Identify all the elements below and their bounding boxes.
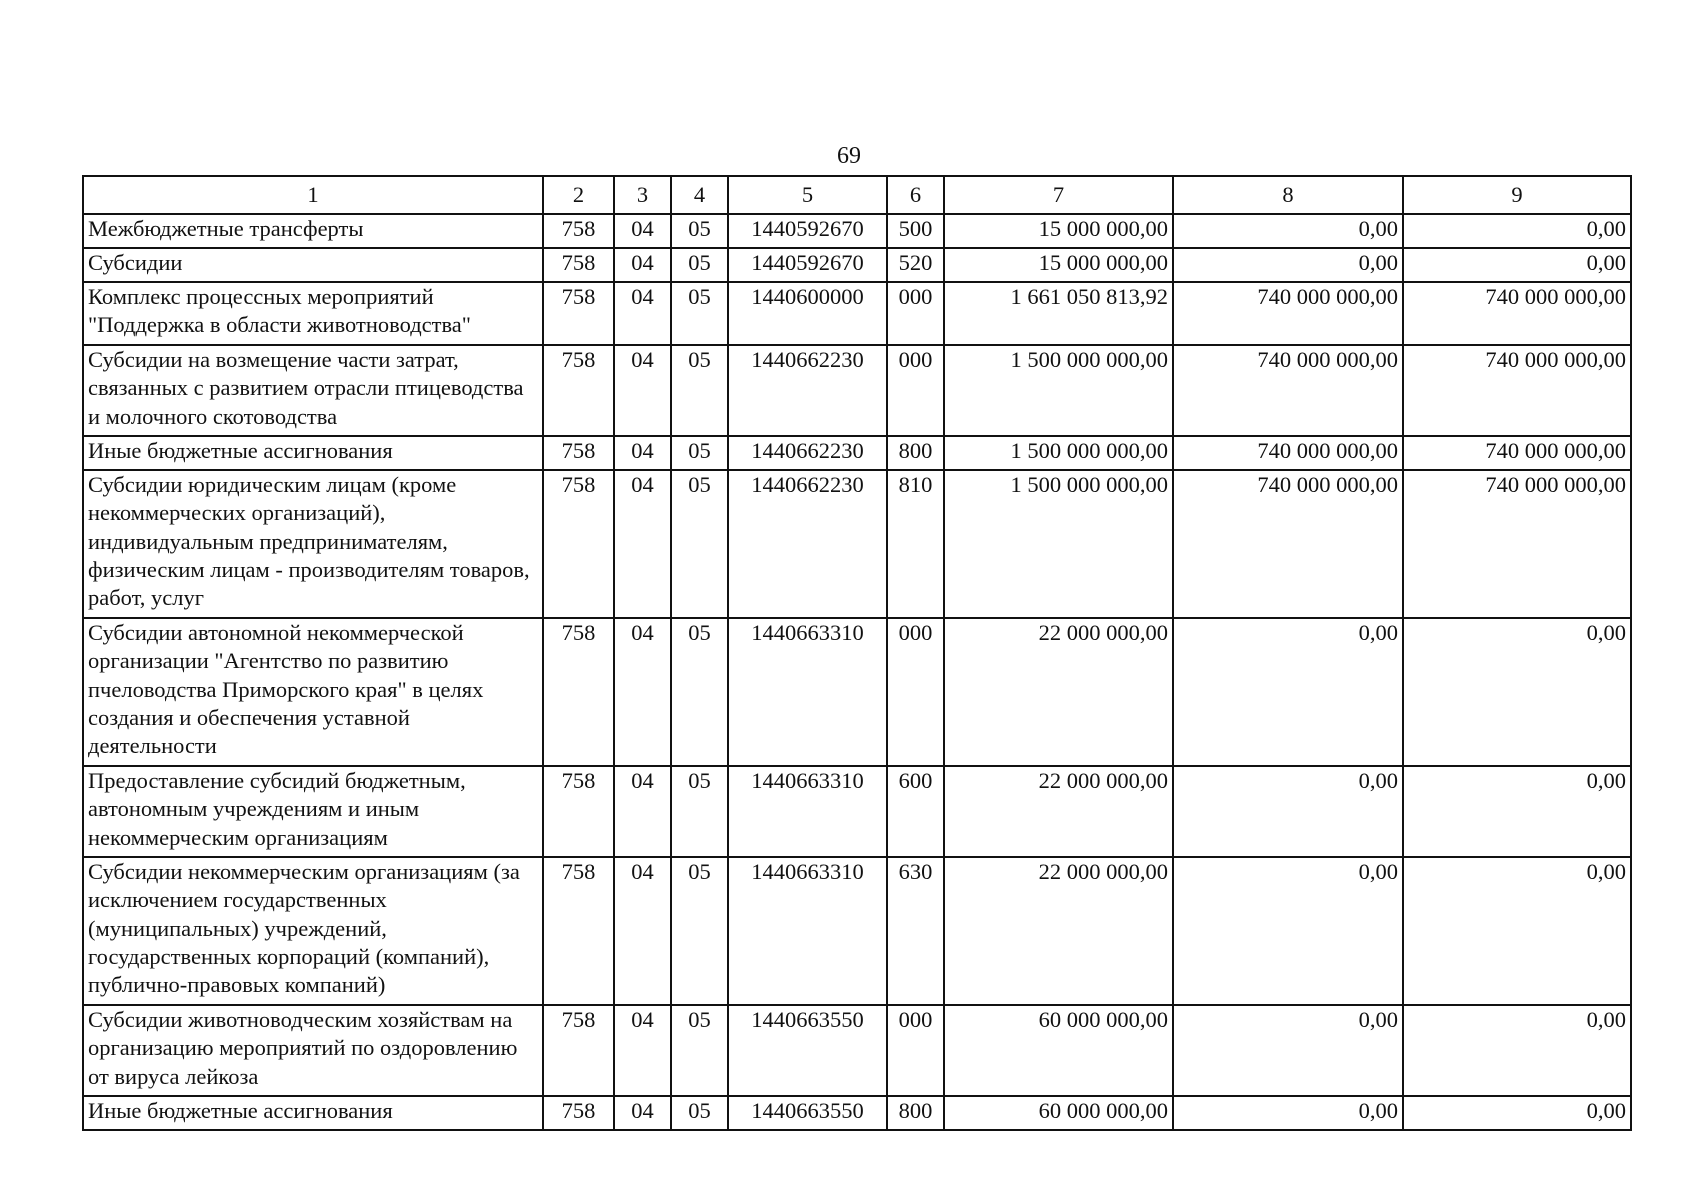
code-cell: 800 bbox=[887, 1096, 944, 1130]
code-cell: 05 bbox=[671, 214, 728, 248]
code-cell: 04 bbox=[614, 214, 671, 248]
code-cell: 05 bbox=[671, 1096, 728, 1130]
code-cell: 05 bbox=[671, 618, 728, 766]
row-name-cell: Субсидии bbox=[83, 248, 543, 282]
code-cell: 1440662230 bbox=[728, 345, 887, 436]
code-cell: 1440662230 bbox=[728, 436, 887, 470]
column-header: 4 bbox=[671, 176, 728, 214]
amount-cell: 15 000 000,00 bbox=[944, 214, 1173, 248]
amount-cell: 0,00 bbox=[1403, 248, 1631, 282]
table-row bbox=[83, 1005, 1631, 1096]
table-row bbox=[83, 282, 1631, 345]
table-row bbox=[83, 436, 1631, 470]
code-cell: 04 bbox=[614, 857, 671, 1005]
code-cell: 000 bbox=[887, 282, 944, 345]
column-header: 1 bbox=[83, 176, 543, 214]
column-header: 5 bbox=[728, 176, 887, 214]
amount-cell: 740 000 000,00 bbox=[1403, 436, 1631, 470]
code-cell: 05 bbox=[671, 248, 728, 282]
amount-cell: 0,00 bbox=[1403, 1005, 1631, 1096]
code-cell: 758 bbox=[543, 1096, 614, 1130]
amount-cell: 0,00 bbox=[1403, 618, 1631, 766]
header-row bbox=[83, 176, 1631, 214]
row-name-cell: Межбюджетные трансферты bbox=[83, 214, 543, 248]
code-cell: 000 bbox=[887, 618, 944, 766]
amount-cell: 22 000 000,00 bbox=[944, 857, 1173, 1005]
code-cell: 000 bbox=[887, 345, 944, 436]
row-name-cell: Иные бюджетные ассигнования bbox=[83, 436, 543, 470]
code-cell: 04 bbox=[614, 248, 671, 282]
row-name-cell: Субсидии юридическим лицам (кроме некоммерческих организаций), индивидуальным предпринимателям, физическим лицам - производителям товаров, работ, услуг bbox=[83, 470, 543, 618]
amount-cell: 740 000 000,00 bbox=[1173, 345, 1403, 436]
budget-table bbox=[82, 175, 1632, 1131]
amount-cell: 740 000 000,00 bbox=[1173, 470, 1403, 618]
code-cell: 05 bbox=[671, 436, 728, 470]
code-cell: 758 bbox=[543, 470, 614, 618]
code-cell: 600 bbox=[887, 766, 944, 857]
code-cell: 1440662230 bbox=[728, 470, 887, 618]
amount-cell: 740 000 000,00 bbox=[1403, 470, 1631, 618]
table-row bbox=[83, 345, 1631, 436]
table-row bbox=[83, 857, 1631, 1005]
code-cell: 05 bbox=[671, 857, 728, 1005]
amount-cell: 0,00 bbox=[1403, 766, 1631, 857]
column-header: 7 bbox=[944, 176, 1173, 214]
column-header: 9 bbox=[1403, 176, 1631, 214]
code-cell: 04 bbox=[614, 282, 671, 345]
code-cell: 04 bbox=[614, 766, 671, 857]
code-cell: 1440663310 bbox=[728, 766, 887, 857]
code-cell: 05 bbox=[671, 470, 728, 618]
amount-cell: 0,00 bbox=[1173, 214, 1403, 248]
code-cell: 758 bbox=[543, 857, 614, 1005]
row-name-cell: Субсидии животноводческим хозяйствам на организацию мероприятий по оздоровлению от вируса лейкоза bbox=[83, 1005, 543, 1096]
code-cell: 1440592670 bbox=[728, 248, 887, 282]
code-cell: 758 bbox=[543, 345, 614, 436]
code-cell: 630 bbox=[887, 857, 944, 1005]
amount-cell: 0,00 bbox=[1173, 766, 1403, 857]
column-header: 3 bbox=[614, 176, 671, 214]
table-row bbox=[83, 470, 1631, 618]
code-cell: 05 bbox=[671, 345, 728, 436]
code-cell: 758 bbox=[543, 214, 614, 248]
amount-cell: 15 000 000,00 bbox=[944, 248, 1173, 282]
code-cell: 04 bbox=[614, 618, 671, 766]
code-cell: 1440663310 bbox=[728, 618, 887, 766]
amount-cell: 0,00 bbox=[1403, 214, 1631, 248]
amount-cell: 0,00 bbox=[1173, 1005, 1403, 1096]
code-cell: 04 bbox=[614, 1005, 671, 1096]
code-cell: 1440592670 bbox=[728, 214, 887, 248]
code-cell: 05 bbox=[671, 282, 728, 345]
code-cell: 758 bbox=[543, 1005, 614, 1096]
amount-cell: 0,00 bbox=[1173, 618, 1403, 766]
row-name-cell: Предоставление субсидий бюджетным, автономным учреждениям и иным некоммерческим организациям bbox=[83, 766, 543, 857]
amount-cell: 22 000 000,00 bbox=[944, 766, 1173, 857]
table-row bbox=[83, 1096, 1631, 1130]
code-cell: 05 bbox=[671, 1005, 728, 1096]
code-cell: 1440600000 bbox=[728, 282, 887, 345]
code-cell: 1440663550 bbox=[728, 1005, 887, 1096]
amount-cell: 1 500 000 000,00 bbox=[944, 345, 1173, 436]
amount-cell: 0,00 bbox=[1403, 857, 1631, 1005]
amount-cell: 0,00 bbox=[1403, 1096, 1631, 1130]
code-cell: 04 bbox=[614, 1096, 671, 1130]
page-number: 69 bbox=[837, 143, 861, 169]
code-cell: 1440663310 bbox=[728, 857, 887, 1005]
amount-cell: 0,00 bbox=[1173, 857, 1403, 1005]
code-cell: 758 bbox=[543, 282, 614, 345]
column-header: 2 bbox=[543, 176, 614, 214]
code-cell: 810 bbox=[887, 470, 944, 618]
row-name-cell: Субсидии автономной некоммерческой организации "Агентство по развитию пчеловодства Приморского края" в целях создания и обеспечения уставной деятельности bbox=[83, 618, 543, 766]
amount-cell: 60 000 000,00 bbox=[944, 1005, 1173, 1096]
code-cell: 758 bbox=[543, 766, 614, 857]
amount-cell: 0,00 bbox=[1173, 248, 1403, 282]
code-cell: 04 bbox=[614, 470, 671, 618]
amount-cell: 1 500 000 000,00 bbox=[944, 470, 1173, 618]
amount-cell: 740 000 000,00 bbox=[1173, 436, 1403, 470]
table-row bbox=[83, 214, 1631, 248]
table-row bbox=[83, 618, 1631, 766]
column-header: 6 bbox=[887, 176, 944, 214]
table-row bbox=[83, 766, 1631, 857]
row-name-cell: Иные бюджетные ассигнования bbox=[83, 1096, 543, 1130]
code-cell: 758 bbox=[543, 248, 614, 282]
code-cell: 500 bbox=[887, 214, 944, 248]
code-cell: 05 bbox=[671, 766, 728, 857]
code-cell: 04 bbox=[614, 436, 671, 470]
code-cell: 1440663550 bbox=[728, 1096, 887, 1130]
column-header: 8 bbox=[1173, 176, 1403, 214]
amount-cell: 740 000 000,00 bbox=[1173, 282, 1403, 345]
code-cell: 04 bbox=[614, 345, 671, 436]
row-name-cell: Субсидии на возмещение части затрат, связанных с развитием отрасли птицеводства и молочного скотоводства bbox=[83, 345, 543, 436]
code-cell: 758 bbox=[543, 436, 614, 470]
amount-cell: 740 000 000,00 bbox=[1403, 345, 1631, 436]
table-body bbox=[83, 214, 1631, 1130]
amount-cell: 0,00 bbox=[1173, 1096, 1403, 1130]
code-cell: 520 bbox=[887, 248, 944, 282]
amount-cell: 1 661 050 813,92 bbox=[944, 282, 1173, 345]
amount-cell: 22 000 000,00 bbox=[944, 618, 1173, 766]
amount-cell: 740 000 000,00 bbox=[1403, 282, 1631, 345]
code-cell: 758 bbox=[543, 618, 614, 766]
amount-cell: 60 000 000,00 bbox=[944, 1096, 1173, 1130]
amount-cell: 1 500 000 000,00 bbox=[944, 436, 1173, 470]
code-cell: 000 bbox=[887, 1005, 944, 1096]
code-cell: 800 bbox=[887, 436, 944, 470]
row-name-cell: Субсидии некоммерческим организациям (за исключением государственных (муниципальных) учреждений, государственных корпораций (компаний), публично-правовых компаний) bbox=[83, 857, 543, 1005]
table-row bbox=[83, 248, 1631, 282]
row-name-cell: Комплекс процессных мероприятий "Поддержка в области животноводства" bbox=[83, 282, 543, 345]
